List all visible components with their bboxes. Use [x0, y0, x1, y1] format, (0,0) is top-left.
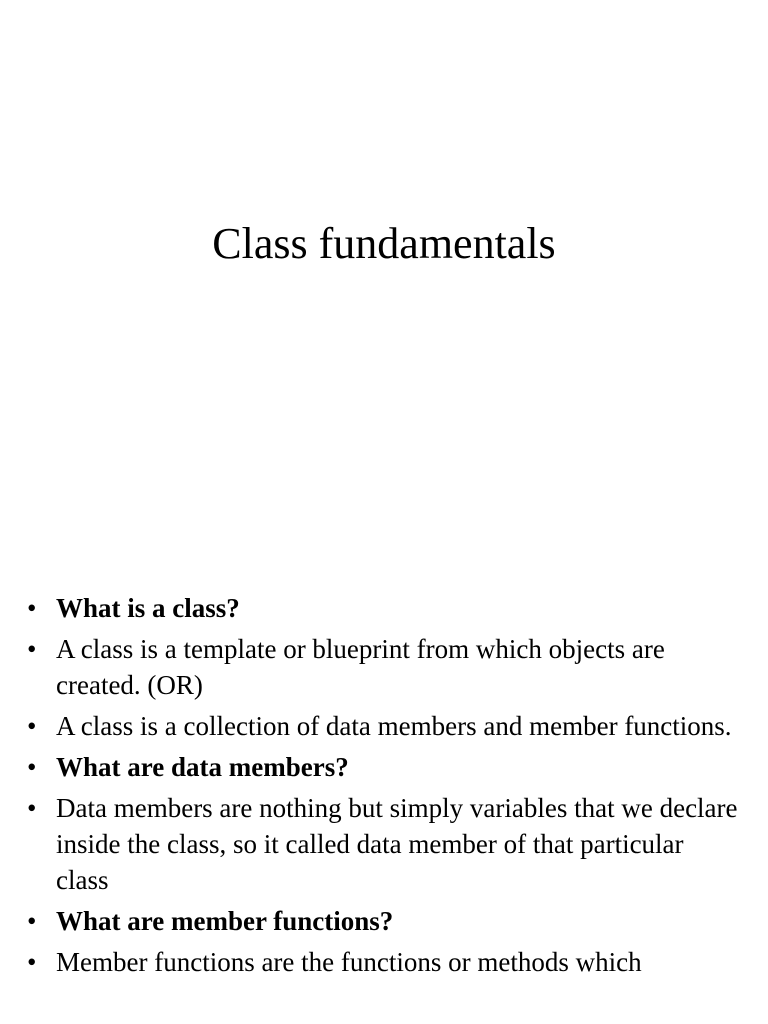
bullet-text: Data members are nothing but simply variables that we declare inside the class, so it called data member of that particular class — [56, 793, 738, 895]
bullet-item — [0, 790, 768, 898]
bullet-text: What are member functions? — [56, 906, 394, 936]
bullet-item — [0, 590, 768, 626]
slide-title: Class fundamentals — [212, 219, 556, 268]
bullet-text: A class is a collection of data members and member functions. — [56, 711, 732, 741]
bullet-dot-icon: • — [27, 593, 37, 623]
bullet-text: Member functions are the functions or methods which — [56, 947, 642, 977]
bullet-dot-icon: • — [27, 947, 37, 977]
bullet-text: What is a class? — [56, 593, 240, 623]
bullet-dot-icon: • — [27, 793, 37, 823]
bullet-item — [0, 631, 768, 703]
bullet-list — [0, 590, 768, 985]
bullet-item — [0, 708, 768, 744]
bullet-dot-icon: • — [27, 634, 37, 664]
bullet-text: What are data members? — [56, 752, 349, 782]
bullet-text: A class is a template or blueprint from which objects are created. (OR) — [56, 634, 665, 700]
bullet-item — [0, 749, 768, 785]
bullet-dot-icon: • — [27, 711, 37, 741]
bullet-item — [0, 903, 768, 939]
bullet-dot-icon: • — [27, 752, 37, 782]
bullet-item — [0, 944, 768, 980]
bullet-dot-icon: • — [27, 906, 37, 936]
